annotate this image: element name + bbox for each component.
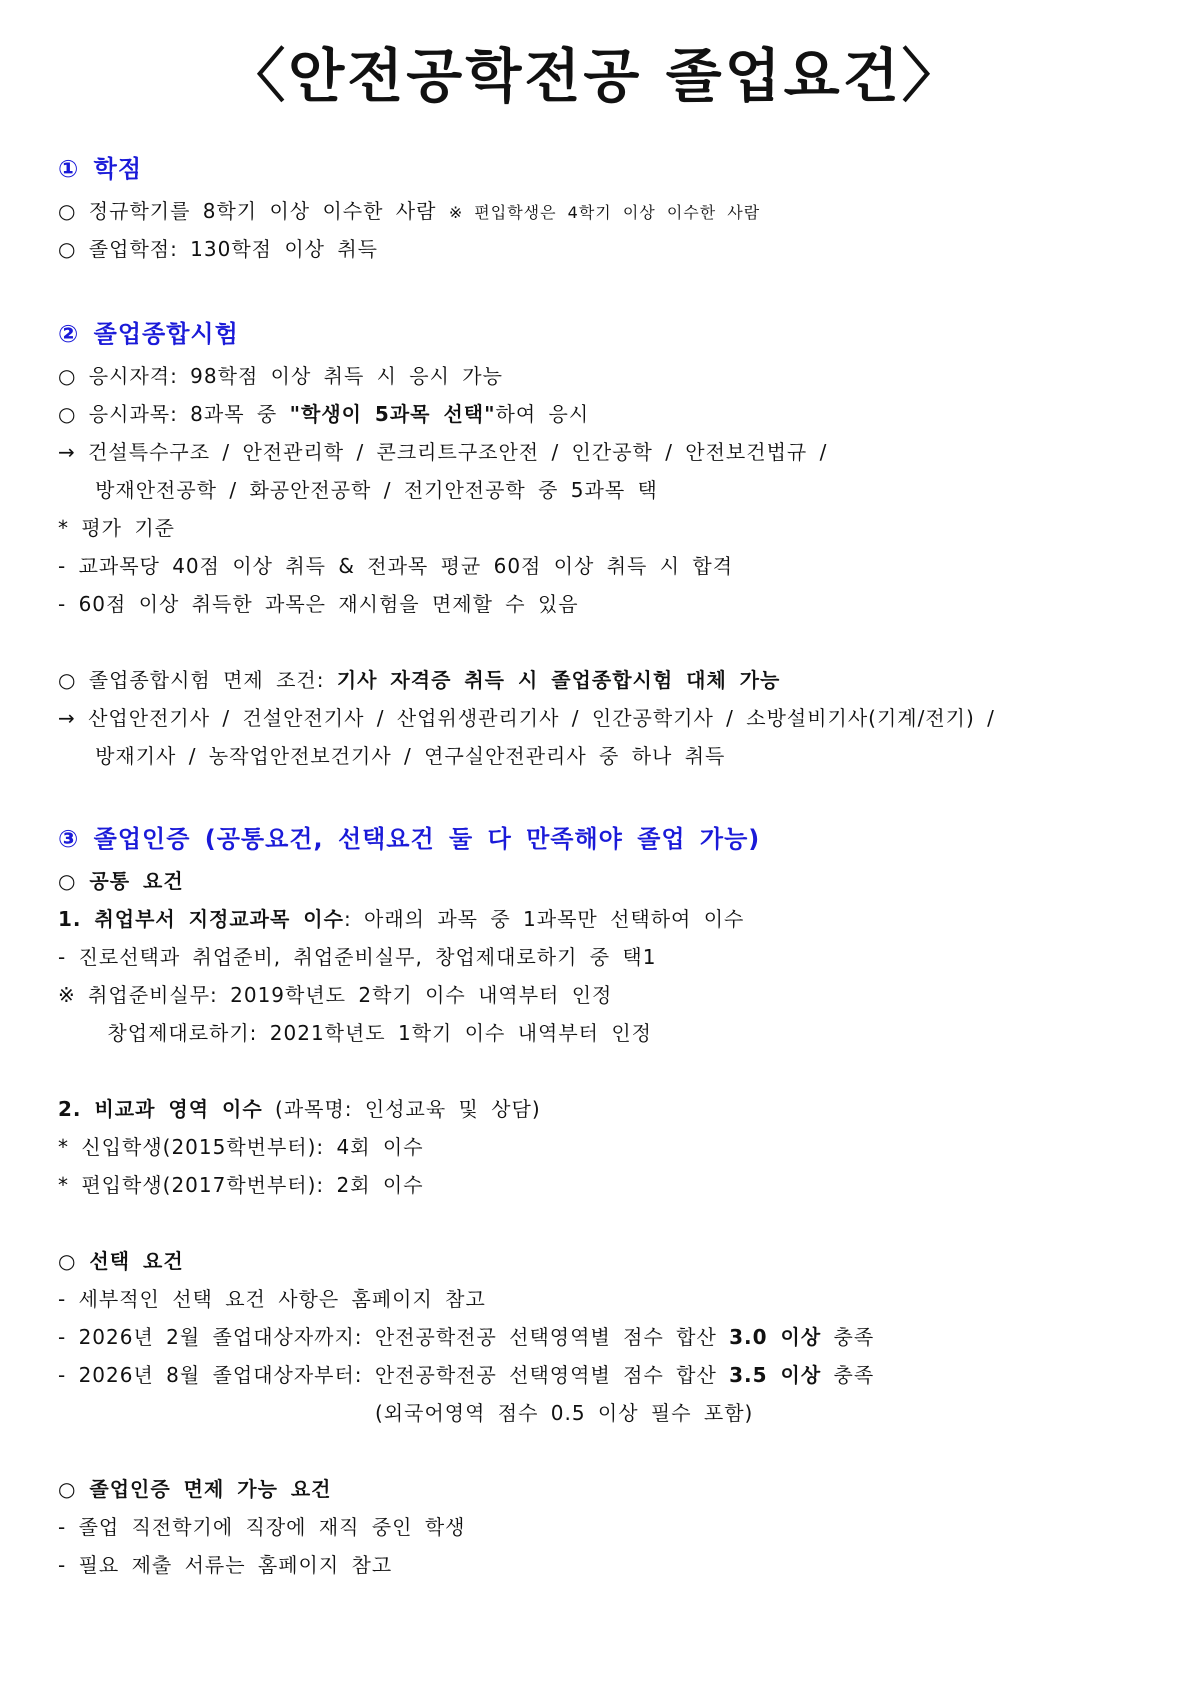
common-req-2-transfer: * 편입학생(2017학번부터): 2회 이수: [58, 1173, 424, 1197]
exam-exemption-label: ○ 졸업종합시험 면제 조건:: [58, 668, 337, 692]
exam-subject-list-2: 방재안전공학 / 화공안전공학 / 전기안전공학 중 5과목 택: [58, 478, 658, 502]
optional-req-2-text-a: - 2026년 2월 졸업대상자까지: 안전공학전공 선택영역별 점수 합산: [58, 1325, 730, 1349]
exam-subject-list-1: → 건설특수구조 / 안전관리학 / 콘크리트구조안전 / 인간공학 / 안전보건법규 /: [58, 440, 828, 464]
page-title: 〈안전공학전공 졸업요건〉: [227, 42, 963, 110]
common-req-1-note-1: ※ 취업준비실무: 2019학년도 2학기 이수 내역부터 인정: [58, 983, 613, 1007]
optional-req-2-text-c: 충족: [821, 1325, 875, 1349]
common-req-2-desc: (과목명: 인성교육 및 상담): [262, 1097, 541, 1121]
section-heading-credits: ① 학점: [58, 155, 143, 183]
optional-requirements-heading: ○ 선택 요건: [58, 1249, 184, 1273]
common-req-1-options: - 진로선택과 취업준비, 취업준비실무, 창업제대로하기 중 택1: [58, 945, 657, 969]
exemption-cert-list-2: 방재기사 / 농작업안전보건기사 / 연구실안전관리사 중 하나 취득: [58, 744, 726, 768]
common-req-2-freshman: * 신입학생(2015학번부터): 4회 이수: [58, 1135, 424, 1159]
common-requirements-heading: ○ 공통 요건: [58, 869, 184, 893]
optional-req-1: - 세부적인 선택 요건 사항은 홈페이지 참고: [58, 1287, 486, 1311]
exam-exemption-emphasis: 기사 자격증 취득 시 졸업종합시험 대체 가능: [336, 668, 781, 692]
common-req-1-title: 1. 취업부서 지정교과목 이수: [58, 907, 344, 931]
common-req-1-note-2: 창업제대로하기: 2021학년도 1학기 이수 내역부터 인정: [58, 1021, 652, 1045]
exam-line-1: ○ 응시자격: 98학점 이상 취득 시 응시 가능: [58, 364, 503, 388]
optional-req-2: [58, 1323, 874, 1351]
optional-req-3-note: (외국어영역 점수 0.5 이상 필수 포함): [375, 1401, 754, 1425]
exam-line-2-text-c: 하여 응시: [495, 402, 590, 426]
exemption-req-2: - 필요 제출 서류는 홈페이지 참고: [58, 1553, 393, 1577]
optional-req-2-score: 3.0 이상: [729, 1325, 822, 1349]
common-req-1: [58, 905, 744, 933]
credits-line-1-note: ※ 편입학생은 4학기 이상 이수한 사람: [448, 203, 761, 222]
optional-req-3: [58, 1361, 874, 1389]
exam-line-2-text-a: ○ 응시과목: 8과목 중: [58, 402, 290, 426]
credits-line-1-text: ○ 정규학기를 8학기 이상 이수한 사람: [58, 199, 449, 223]
section-heading-certification: ③ 졸업인증 (공통요건, 선택요건 둘 다 만족해야 졸업 가능): [58, 825, 761, 853]
credits-line-1: [58, 197, 760, 227]
exemption-requirements-heading: ○ 졸업인증 면제 가능 요건: [58, 1477, 332, 1501]
exam-criteria-1: - 교과목당 40점 이상 취득 & 전과목 평균 60점 이상 취득 시 합격: [58, 554, 734, 578]
optional-req-3-score: 3.5 이상: [729, 1363, 822, 1387]
exam-line-2-emphasis: "학생이 5과목 선택": [289, 402, 496, 426]
credits-line-2: ○ 졸업학점: 130학점 이상 취득: [58, 237, 378, 261]
exam-criteria-2: - 60점 이상 취득한 과목은 재시험을 면제할 수 있음: [58, 592, 579, 616]
optional-req-3-text-a: - 2026년 8월 졸업대상자부터: 안전공학전공 선택영역별 점수 합산: [58, 1363, 730, 1387]
section-heading-exam: ② 졸업종합시험: [58, 320, 239, 348]
common-req-1-desc: : 아래의 과목 중 1과목만 선택하여 이수: [343, 907, 745, 931]
exam-exemption: [58, 666, 780, 694]
exemption-cert-list-1: → 산업안전기사 / 건설안전기사 / 산업위생관리기사 / 인간공학기사 / 소방설비기사(기계/전기) /: [58, 706, 995, 730]
optional-req-3-text-c: 충족: [821, 1363, 875, 1387]
exemption-req-1: - 졸업 직전학기에 직장에 재직 중인 학생: [58, 1515, 466, 1539]
common-req-2: [58, 1095, 541, 1123]
exam-line-2: [58, 400, 589, 428]
exam-criteria-heading: * 평가 기준: [58, 516, 175, 540]
common-req-2-title: 2. 비교과 영역 이수: [58, 1097, 263, 1121]
